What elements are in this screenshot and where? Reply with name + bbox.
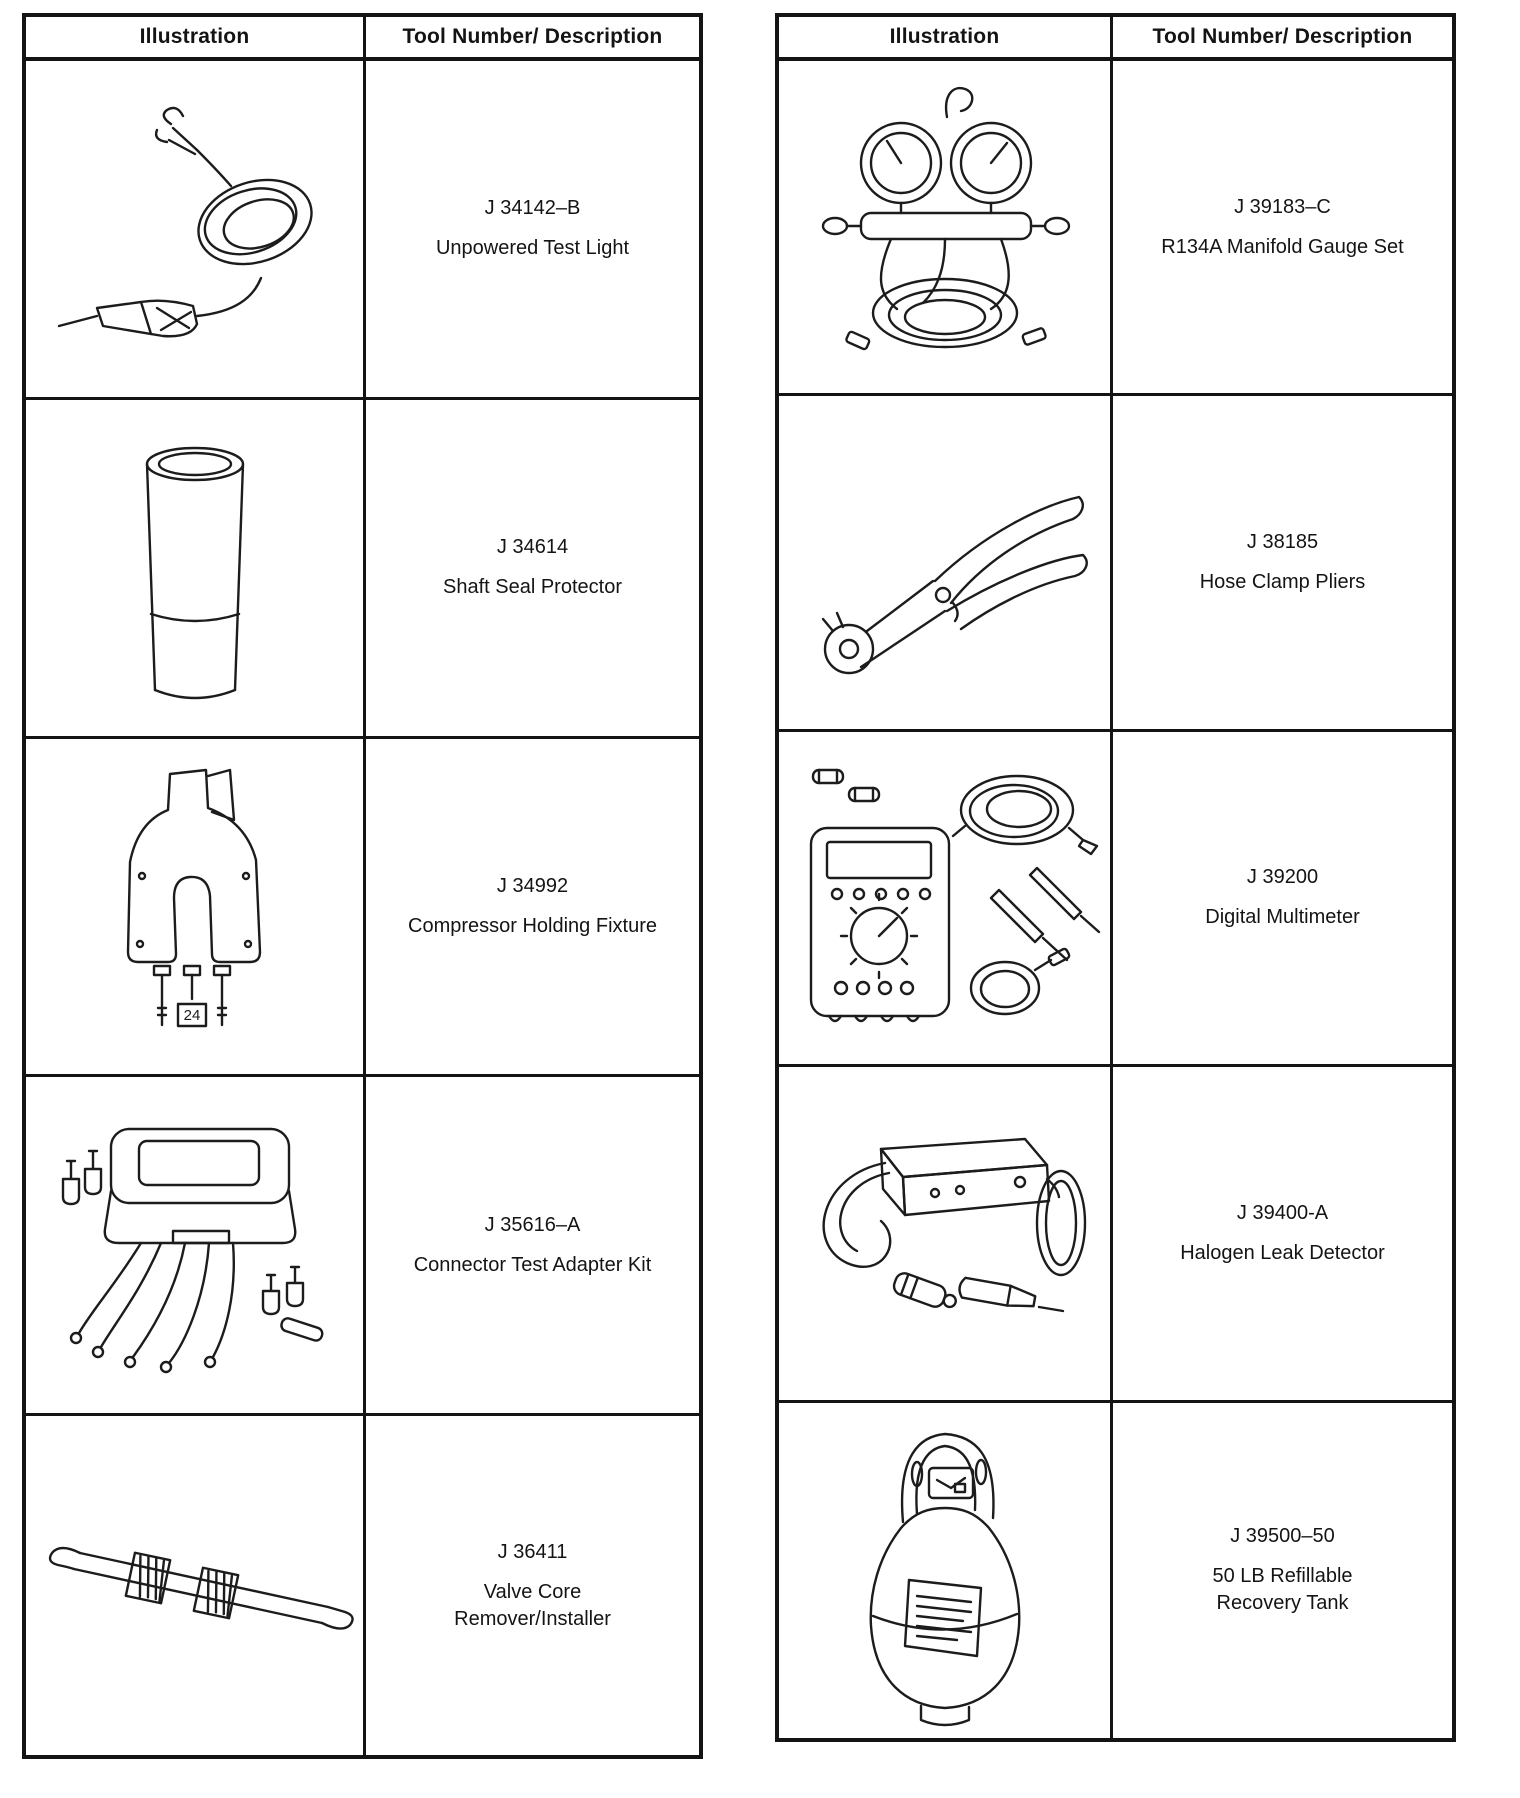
- illustration-header-cell: [779, 17, 1113, 61]
- illustration-cell: [779, 1067, 1113, 1402]
- tool-description-line: Compressor Holding Fixture: [408, 914, 657, 937]
- tool-description-line: Digital Multimeter: [1205, 906, 1360, 929]
- description-cell: [1113, 732, 1452, 1067]
- illustration-cell: [26, 400, 366, 739]
- tool-description-line: Recovery Tank: [1216, 1592, 1349, 1615]
- fixture-tag-label: 24: [183, 1007, 200, 1025]
- tool-description-line: Connector Test Adapter Kit: [413, 1253, 652, 1276]
- illustration-cell: [779, 1403, 1113, 1738]
- illustration-cell: [26, 739, 366, 1078]
- description-cell: [366, 1077, 699, 1416]
- tool-number: J 35616–A: [484, 1213, 581, 1236]
- tool-number: J 34992: [496, 874, 569, 897]
- shaft-seal-protector-illustration: [65, 418, 325, 718]
- halogen-leak-detector-illustration: [785, 1083, 1105, 1383]
- description-cell: [366, 1416, 699, 1755]
- digital-multimeter-illustration: [785, 748, 1105, 1048]
- unpowered-test-light-illustration: [45, 94, 345, 364]
- tool-description-line: R134A Manifold Gauge Set: [1161, 235, 1404, 258]
- illustration-cell: [26, 1416, 366, 1755]
- description-cell: [1113, 1067, 1452, 1402]
- description-cell: [1113, 61, 1452, 396]
- description-cell: [1113, 1403, 1452, 1738]
- description-cell: [366, 400, 699, 739]
- valve-core-remover-installer-illustration: [30, 1501, 360, 1671]
- tool-number: J 38185: [1246, 531, 1319, 554]
- tool-number: J 34614: [496, 536, 569, 559]
- tool-number: J 39400-A: [1236, 1201, 1329, 1224]
- tool-description-line: Shaft Seal Protector: [443, 576, 622, 599]
- recovery-tank-illustration: [805, 1410, 1085, 1730]
- description-header-label: Tool Number/ Description: [1152, 25, 1413, 48]
- illustration-cell: [26, 61, 366, 400]
- tool-number: J 39200: [1246, 866, 1319, 889]
- illustration-cell: [26, 1077, 366, 1416]
- tool-description-line: Halogen Leak Detector: [1180, 1241, 1385, 1264]
- compressor-holding-fixture-illustration: [50, 756, 340, 1056]
- hose-clamp-pliers-illustration: [785, 413, 1105, 713]
- tool-number: J 39183–C: [1234, 195, 1331, 218]
- illustration-header-label: Illustration: [889, 25, 1000, 48]
- tool-description-line: Hose Clamp Pliers: [1199, 571, 1366, 594]
- illustration-header-cell: [26, 17, 366, 61]
- tool-description-line: Remover/Installer: [454, 1607, 611, 1630]
- tool-number: J 36411: [497, 1540, 568, 1563]
- tool-description-line: Unpowered Test Light: [435, 237, 630, 260]
- connector-test-adapter-kit-illustration: [45, 1095, 345, 1395]
- special-tools-table-left: [22, 13, 703, 1759]
- illustration-cell: [779, 396, 1113, 731]
- illustration-cell: [779, 732, 1113, 1067]
- description-header-cell: [1113, 17, 1452, 61]
- illustration-cell: [779, 61, 1113, 396]
- description-cell: [366, 739, 699, 1078]
- r134a-manifold-gauge-set-illustration: [795, 77, 1095, 377]
- tool-description-line: Valve Core: [483, 1580, 582, 1603]
- illustration-header-label: Illustration: [139, 25, 250, 48]
- description-cell: [366, 61, 699, 400]
- tool-description-line: 50 LB Refillable: [1212, 1565, 1353, 1588]
- description-header-label: Tool Number/ Description: [402, 25, 663, 48]
- special-tools-table-right: [775, 13, 1456, 1742]
- tool-number: J 39500–50: [1230, 1525, 1335, 1548]
- description-header-cell: [366, 17, 699, 61]
- description-cell: [1113, 396, 1452, 731]
- tool-number: J 34142–B: [484, 197, 581, 220]
